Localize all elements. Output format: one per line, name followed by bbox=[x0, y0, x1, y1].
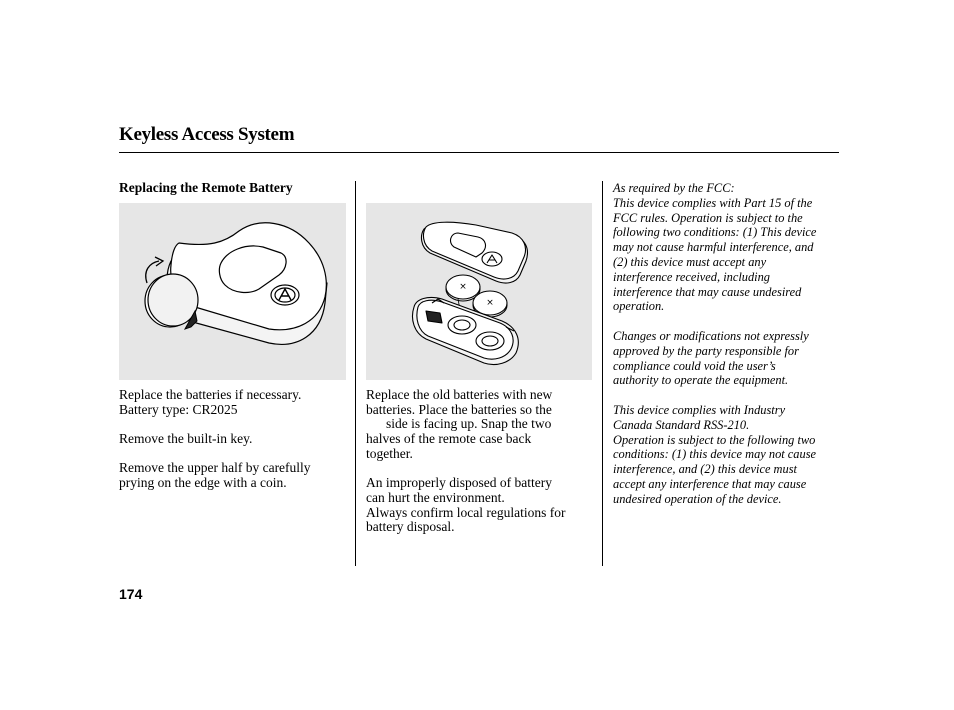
changes-line: approved by the party responsible for bbox=[613, 343, 799, 358]
fcc-line: (2) this device must accept any bbox=[613, 254, 767, 269]
fcc-line: This device complies with Part 15 of the bbox=[613, 195, 813, 210]
changes-line: compliance could void the user’s bbox=[613, 358, 776, 373]
ic-line: accept any interference that may cause bbox=[613, 476, 807, 491]
column-divider-1 bbox=[355, 181, 356, 566]
column-divider-2 bbox=[602, 181, 603, 566]
ic-line: Canada Standard RSS-210. bbox=[613, 417, 750, 432]
page-title: Keyless Access System bbox=[119, 124, 295, 145]
section-heading: Replacing the Remote Battery bbox=[119, 180, 293, 195]
battery-type-line: Battery type: CR2025 bbox=[119, 401, 238, 417]
fcc-line: interference that may cause undesired bbox=[613, 284, 802, 299]
ic-line: undesired operation of the device. bbox=[613, 491, 782, 506]
disposal-line-2: can hurt the environment. bbox=[366, 489, 505, 505]
ic-line: conditions: (1) this device may not cause bbox=[613, 447, 817, 462]
replace-batteries-line-2: batteries. Place the batteries so the bbox=[366, 401, 552, 417]
ic-line: Operation is subject to the following two bbox=[613, 432, 816, 447]
fcc-line: As required by the FCC: bbox=[613, 181, 735, 195]
fcc-line: may not cause harmful interference, and bbox=[613, 240, 814, 255]
fcc-compliance-notice bbox=[613, 181, 845, 507]
page-number: 174 bbox=[119, 586, 143, 602]
replace-batteries-line-1: Replace the old batteries with new bbox=[366, 387, 553, 402]
fcc-line: FCC rules. Operation is subject to the bbox=[613, 210, 803, 225]
fcc-line: interference received, including bbox=[613, 269, 770, 284]
battery-plus-mark-1: × bbox=[459, 282, 467, 292]
title-divider bbox=[119, 152, 839, 153]
remove-key-line: Remove the built-in key. bbox=[119, 431, 253, 447]
column1-text bbox=[119, 388, 347, 491]
remove-upper-half-line-2: prying on the edge with a coin. bbox=[119, 475, 287, 491]
disposal-line-3: Always confirm local regulations for bbox=[366, 504, 566, 520]
battery-plus-mark-2: × bbox=[486, 298, 494, 308]
changes-line: Changes or modifications not expressly bbox=[613, 328, 809, 343]
replace-batteries-line-4: halves of the remote case back bbox=[366, 431, 532, 447]
fcc-line: operation. bbox=[613, 299, 665, 314]
battery-replace-line-1: Replace the batteries if necessary. bbox=[119, 387, 302, 402]
changes-line: authority to operate the equipment. bbox=[613, 373, 789, 388]
ic-line: interference, and (2) this device must bbox=[613, 462, 797, 477]
disposal-line-1: An improperly disposed of battery bbox=[366, 475, 552, 491]
remove-upper-half-line-1: Remove the upper half by carefully bbox=[119, 460, 311, 476]
replace-batteries-line-5: together. bbox=[366, 445, 413, 461]
remote-opening-illustration bbox=[119, 203, 346, 380]
replace-batteries-line-3: side is facing up. Snap the two bbox=[386, 416, 552, 432]
disposal-line-4: battery disposal. bbox=[366, 519, 455, 535]
battery-replacement-illustration bbox=[366, 203, 592, 380]
ic-line: This device complies with Industry bbox=[613, 402, 786, 417]
column2-text bbox=[366, 388, 594, 535]
fcc-line: following two conditions: (1) This device bbox=[613, 225, 817, 240]
